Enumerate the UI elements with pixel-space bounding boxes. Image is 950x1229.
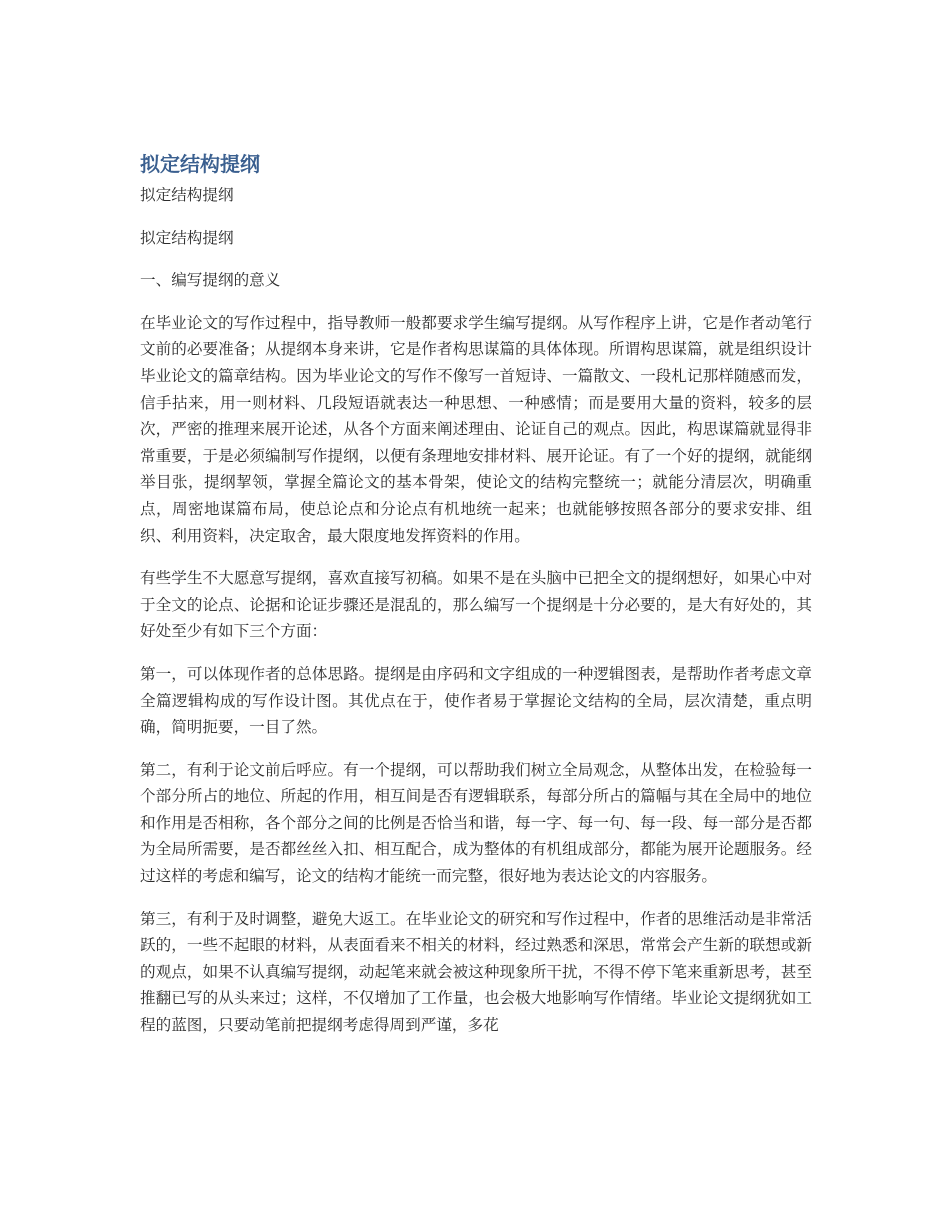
section-heading: 一、编写提纲的意义 — [140, 271, 281, 290]
subtitle-paragraph: 拟定结构提纲 — [140, 186, 234, 204]
body-paragraph: 第三，有利于及时调整，避免大返工。在毕业论文的研究和写作过程中，作者的思维活动是非常活跃的，一些不起眼的材料，从表面看来不相关的材料，经过熟悉和深思，常常会产生新的联想或新的观点，如果不认真编写提纲，动起笔来就会被这种现象所干扰，不得不停下笔来重新思考，甚至推翻已写的从头来过；这样，不仅增加了工作量，也会极大地影响写作情绪。毕业论文提纲犹如工程的蓝图，只要动笔前把提纲考虑得周到严谨，多花 — [140, 909, 812, 1035]
document-title: 拟定结构提纲 — [140, 152, 260, 176]
document-page — [140, 148, 812, 1055]
body-paragraph: 第二，有利于论文前后呼应。有一个提纲，可以帮助我们树立全局观念，从整体出发，在检验每一个部分所占的地位、所起的作用，相互间是否有逻辑联系，每部分所占的篇幅与其在全局中的地位和作用是否相称，各个部分之间的比例是否恰当和谐，每一字、每一句、每一段、每一部分是否都为全局所需要，是否都丝丝入扣、相互配合，成为整体的有机组成部分，都能为展开论题服务。经过这样的考虑和编写，论文的结构才能统一而完整，很好地为表达论文的内容服务。 — [140, 760, 812, 886]
body-paragraph: 在毕业论文的写作过程中，指导教师一般都要求学生编写提纲。从写作程序上讲，它是作者动笔行文前的必要准备；从提纲本身来讲，它是作者构思谋篇的具体体现。所谓构思谋篇，就是组织设计毕业论文的篇章结构。因为毕业论文的写作不像写一首短诗、一篇散文、一段札记那样随感而发，信手拈来，用一则材料、几段短语就表达一种思想、一种感情；而是要用大量的资料，较多的层次，严密的推理来展开论述，从各个方面来阐述理由、论证自己的观点。因此，构思谋篇就显得非常重要，于是必须编制写作提纲，以便有条理地安排材料、展开论证。有了一个好的提纲，就能纲举目张，提纲挈领，掌握全篇论文的基本骨架，使论文的结构完整统一；就能分清层次，明确重点，周密地谋篇布局，使总论点和分论点有机地统一起来；也就能够按照各部分的要求安排、组织、利用资料，决定取舍，最大限度地发挥资料的作用。 — [140, 313, 812, 545]
body-paragraph: 第一，可以体现作者的总体思路。提纲是由序码和文字组成的一种逻辑图表，是帮助作者考虑文章全篇逻辑构成的写作设计图。其优点在于，使作者易于掌握论文结构的全局，层次清楚，重点明确，简明扼要，一目了然。 — [140, 664, 812, 737]
repeated-title-paragraph: 拟定结构提纲 — [140, 228, 234, 247]
body-paragraph: 有些学生不大愿意写提纲，喜欢直接写初稿。如果不是在头脑中已把全文的提纲想好，如果心中对于全文的论点、论据和论证步骤还是混乱的，那么编写一个提纲是十分必要的，是大有好处的，其好处至少有如下三个方面： — [140, 569, 812, 641]
